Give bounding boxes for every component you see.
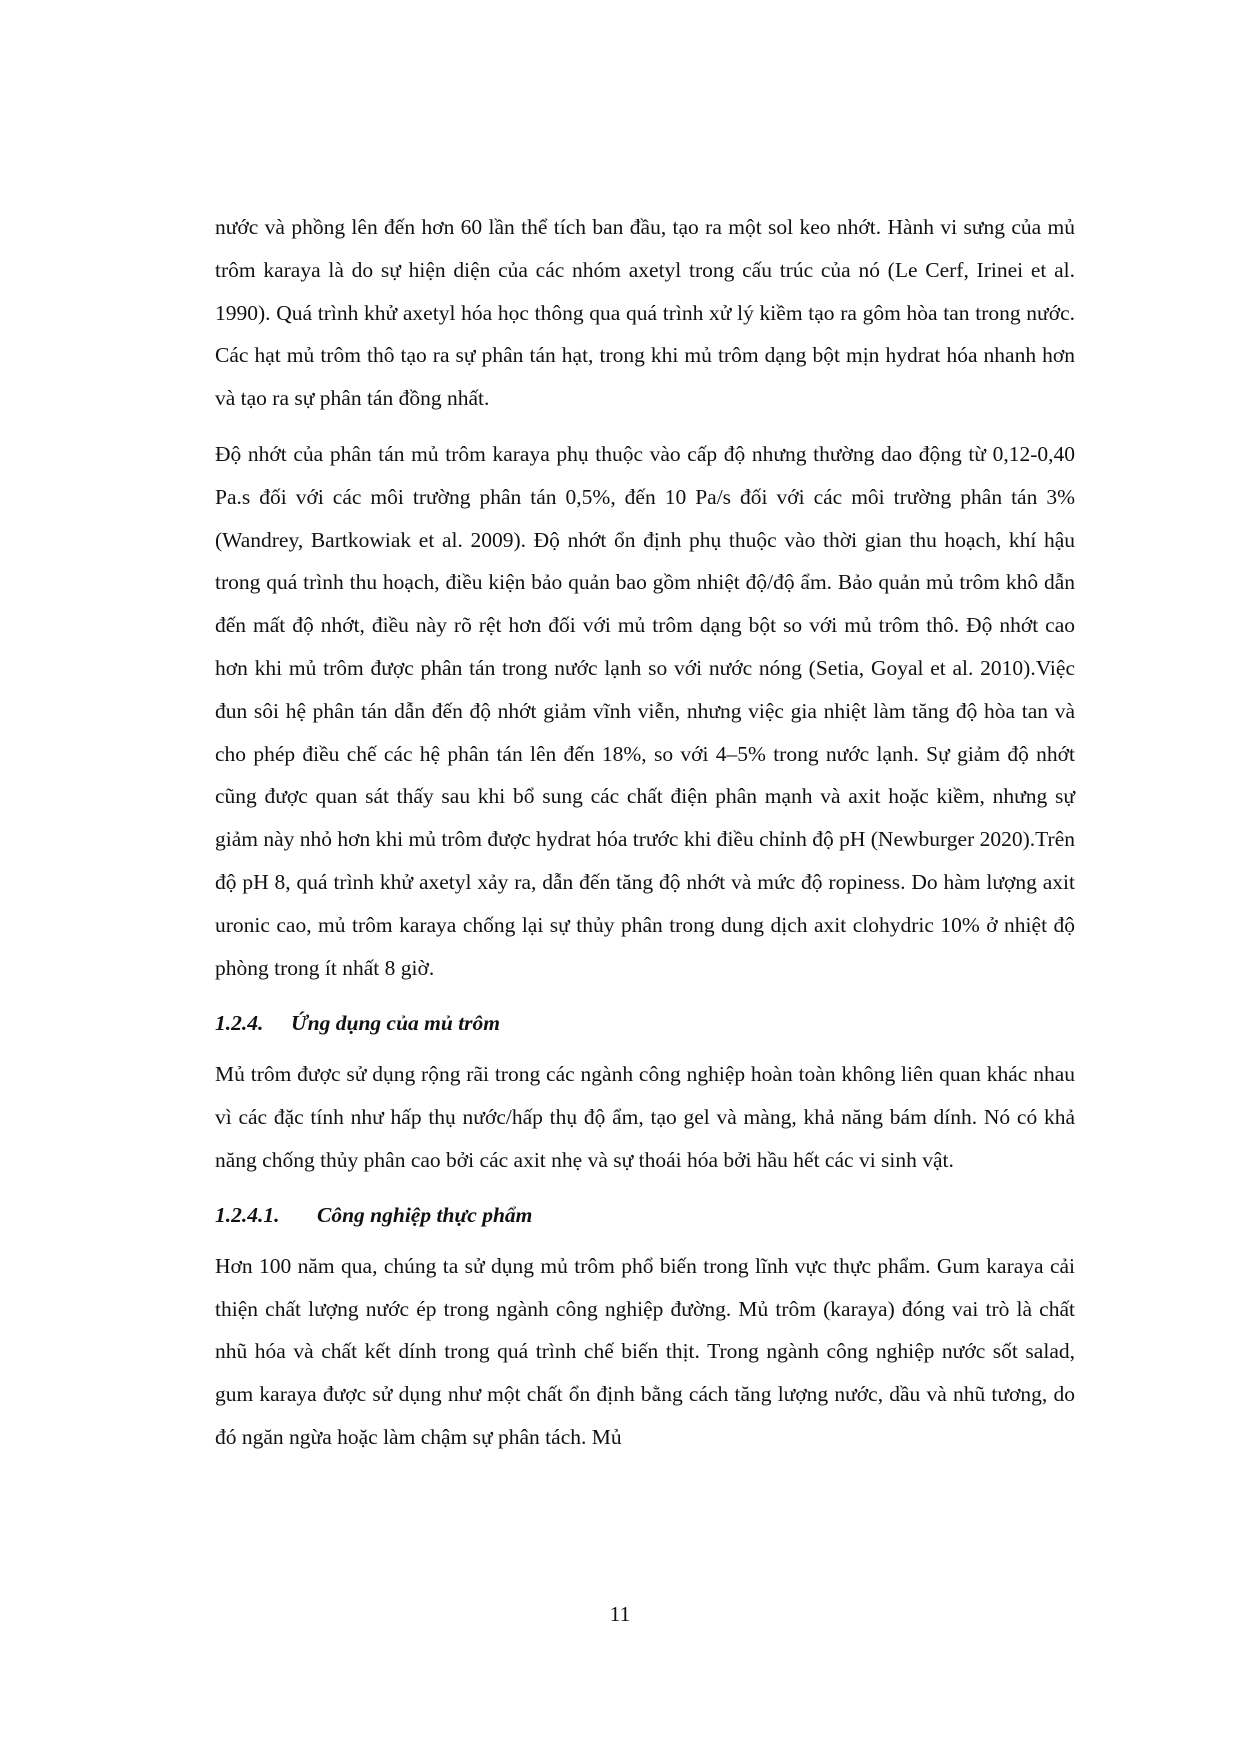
section-number: 1.2.4. (215, 1011, 264, 1036)
paragraph-swelling-behavior: nước và phồng lên đến hơn 60 lần thể tích ban đầu, tạo ra một sol keo nhớt. Hành vi sưng của mủ trôm karaya là do sự hiện diện của các nhóm axetyl trong cấu trúc của nó (Le Cerf, Irinei et al. 1990). Quá trình khử axetyl hóa học thông qua quá trình xử lý kiềm tạo ra gôm hòa tan trong nước. Các hạt mủ trôm thô tạo ra sự phân tán hạt, trong khi mủ trôm dạng bột mịn hydrat hóa nhanh hơn và tạo ra sự phân tán đồng nhất. (215, 215, 1075, 411)
subsection-number: 1.2.4.1. (215, 1202, 280, 1227)
section-heading (215, 1002, 1075, 1044)
section-title: Ứng dụng của mủ trôm (291, 1011, 501, 1036)
subsection-heading (215, 1194, 1075, 1236)
paragraph-viscosity: Độ nhớt của phân tán mủ trôm karaya phụ thuộc vào cấp độ nhưng thường dao động từ 0,12-0,40 Pa.s đối với các môi trường phân tán 0,5%, đến 10 Pa/s đối với các môi trường phân tán 3% (Wandrey, Bartkowiak et al. 2009). Độ nhớt ổn định phụ thuộc vào thời gian thu hoạch, khí hậu trong quá trình thu hoạch, điều kiện bảo quản bao gồm nhiệt độ/độ ẩm. Bảo quản mủ trôm khô dẫn đến mất độ nhớt, điều này rõ rệt hơn đối với mủ trôm dạng bột so với mủ trôm thô. Độ nhớt cao hơn khi mủ trôm được phân tán trong nước lạnh so với nước nóng (Setia, Goyal et al. 2010).Việc đun sôi hệ phân tán dẫn đến độ nhớt giảm vĩnh viễn, nhưng việc gia nhiệt làm tăng độ hòa tan và cho phép điều chế các hệ phân tán lên đến 18%, so với 4–5% trong nước lạnh. Sự giảm độ nhớt cũng được quan sát thấy sau khi bổ sung các chất điện phân mạnh và axit hoặc kiềm, nhưng sự giảm này nhỏ hơn khi mủ trôm được hydrat hóa trước khi điều chỉnh độ pH (Newburger 2020).Trên độ pH 8, quá trình khử axetyl xảy ra, dẫn đến tăng độ nhớt và mức độ ropiness. Do hàm lượng axit uronic cao, mủ trôm karaya chống lại sự thủy phân trong dung dịch axit clohydric 10% ở nhiệt độ phòng trong ít nhất 8 giờ. (215, 441, 1075, 980)
paragraph-applications: Mủ trôm được sử dụng rộng rãi trong các ngành công nghiệp hoàn toàn không liên quan khác nhau vì các đặc tính như hấp thụ nước/hấp thụ độ ẩm, tạo gel và màng, khả năng bám dính. Nó có khả năng chống thủy phân cao bởi các axit nhẹ và sự thoái hóa bởi hầu hết các vi sinh vật. (215, 1062, 1075, 1172)
document-body (215, 206, 1075, 1459)
paragraph-food-industry: Hơn 100 năm qua, chúng ta sử dụng mủ trôm phổ biến trong lĩnh vực thực phẩm. Gum karaya cải thiện chất lượng nước ép trong ngành công nghiệp đường. Mủ trôm (karaya) đóng vai trò là chất nhũ hóa và chất kết dính trong quá trình chế biến thịt. Trong ngành công nghiệp nước sốt salad, gum karaya được sử dụng như một chất ổn định bằng cách tăng lượng nước, dầu và nhũ tương, do đó ngăn ngừa hoặc làm chậm sự phân tách. Mủ (215, 1253, 1075, 1449)
subsection-title: Công nghiệp thực phẩm (317, 1202, 533, 1227)
page-number: 11 (609, 1602, 631, 1626)
